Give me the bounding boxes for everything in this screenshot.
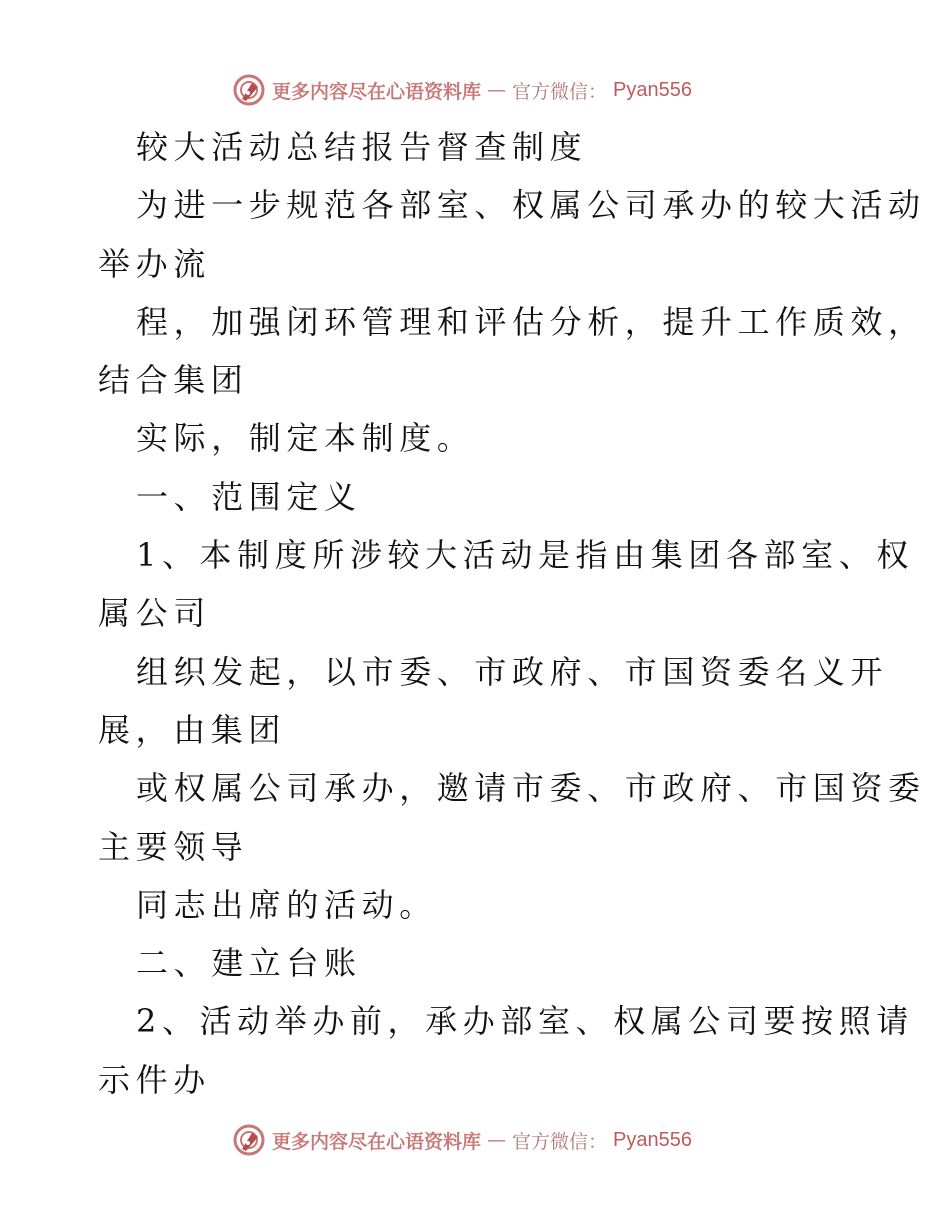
text-line: 2、活动举办前，承办部室、权属公司要按照请 bbox=[136, 1002, 914, 1041]
text-line: 实际，制定本制度。 bbox=[136, 419, 475, 458]
text-line: 主要领导 bbox=[98, 827, 249, 866]
text-line: 组织发起，以市委、市政府、市国资委名义开 bbox=[136, 652, 889, 691]
banner-text: 更多内容尽在心语资料库 bbox=[272, 1130, 482, 1153]
text-line: 程，加强闭环管理和评估分析，提升工作质效， bbox=[136, 302, 926, 341]
document-body bbox=[98, 118, 926, 1109]
text-line: 结合集团 bbox=[98, 361, 249, 400]
text-line: 1、本制度所涉较大活动是指由集团各部室、权 bbox=[136, 536, 914, 575]
banner-text: 更多内容尽在心语资料库 bbox=[272, 80, 482, 103]
banner-separator: — bbox=[487, 1129, 507, 1151]
text-line: 举办流 bbox=[98, 244, 211, 283]
section-heading: 二、建立台账 bbox=[136, 944, 362, 983]
wechat-id: Pyan556 bbox=[613, 1128, 692, 1151]
pen-nib-logo-icon bbox=[232, 73, 266, 107]
banner-separator: — bbox=[487, 79, 507, 101]
text-line: 或权属公司承办，邀请市委、市政府、市国资委 bbox=[136, 769, 926, 808]
pen-nib-logo-icon bbox=[232, 1123, 266, 1157]
wechat-label: 官方微信： bbox=[512, 1130, 608, 1153]
header-banner bbox=[232, 70, 692, 110]
section-heading: 一、范围定义 bbox=[136, 477, 362, 516]
text-line: 展，由集团 bbox=[98, 710, 287, 749]
text-line: 为进一步规范各部室、权属公司承办的较大活动 bbox=[136, 186, 926, 225]
document-title: 较大活动总结报告督查制度 bbox=[136, 128, 588, 166]
text-line: 示件办 bbox=[98, 1060, 211, 1099]
text-line: 同志出席的活动。 bbox=[136, 885, 437, 924]
footer-banner bbox=[232, 1120, 692, 1160]
wechat-id: Pyan556 bbox=[613, 78, 692, 101]
wechat-label: 官方微信： bbox=[512, 80, 608, 103]
text-line: 属公司 bbox=[98, 594, 211, 633]
